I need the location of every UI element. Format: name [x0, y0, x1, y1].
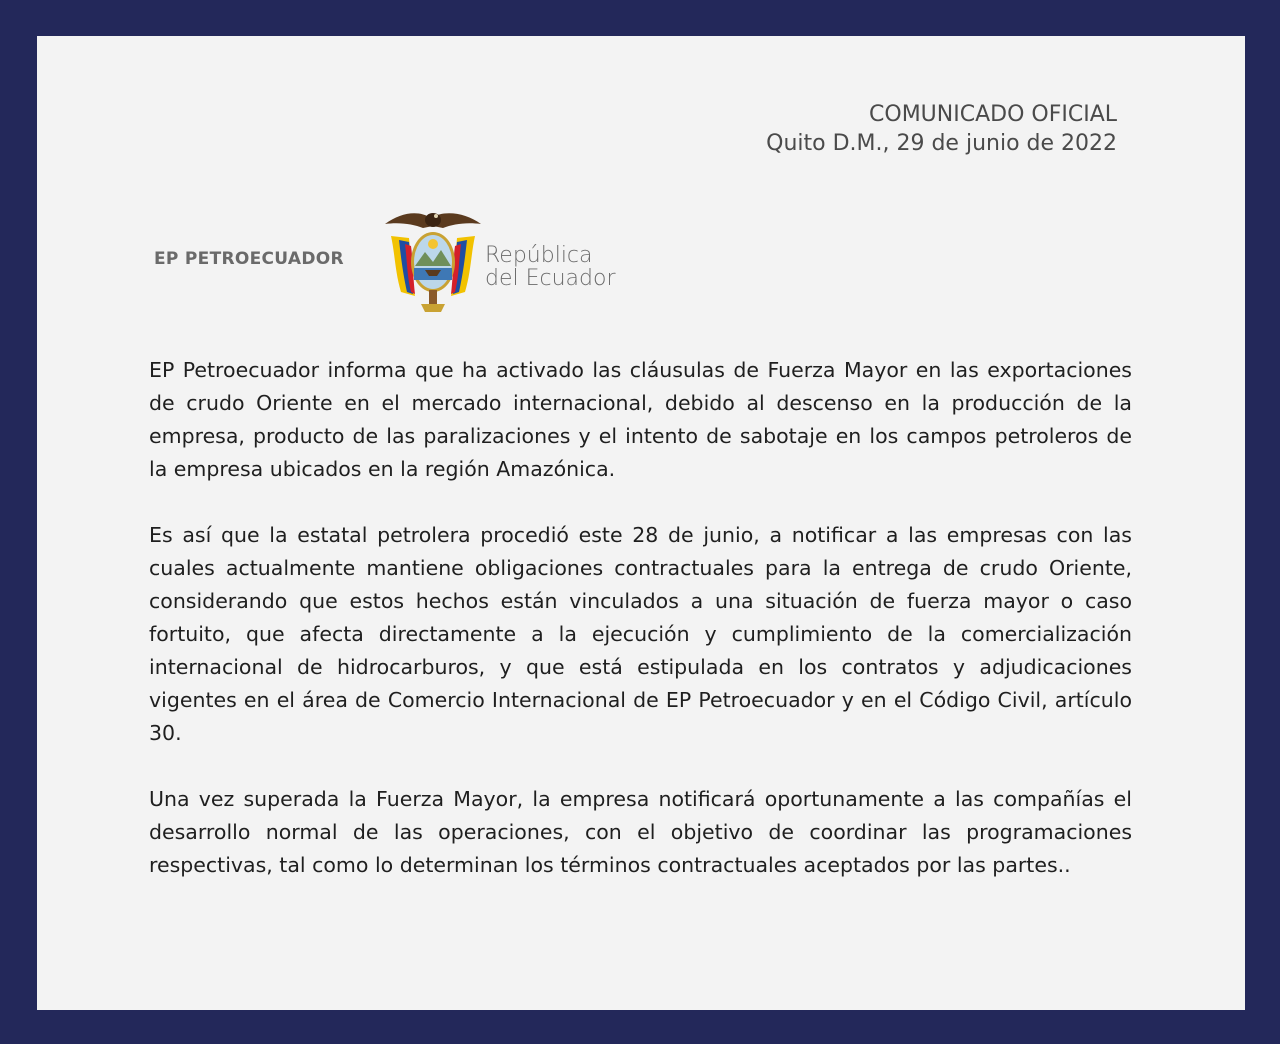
government-name-line1: República [485, 243, 593, 268]
paragraph-3: Una vez superada la Fuerza Mayor, la empresa notificará oportunamente a las compañías el desarrollo normal de las operaciones, con el objetivo de coordinar las programaciones respectivas, tal como lo determinan los términos contractuales aceptados por las partes.. [149, 787, 1132, 877]
document-header [766, 100, 1117, 158]
document-place-date: Quito D.M., 29 de junio de 2022 [766, 131, 1117, 156]
document-title: COMUNICADO OFICIAL [869, 102, 1117, 127]
document-body [149, 354, 1132, 915]
government-name-line2: del Ecuador [485, 266, 616, 291]
organization-name: EP PETROECUADOR [154, 249, 344, 269]
paragraph-1: EP Petroecuador informa que ha activado las cláusulas de Fuerza Mayor en las exportaciones de crudo Oriente en el mercado internacional, debido al descenso en la producción de la empresa, producto de las paralizaciones y el intento de sabotaje en los campos petroleros de la empresa ubicados en la región Amazónica. [149, 358, 1132, 481]
document-sheet [37, 36, 1245, 1010]
paragraph-2: Es así que la estatal petrolera procedió este 28 de junio, a notificar a las empresas con las cuales actualmente mantiene obligaciones contractuales para la entrega de crudo Oriente, considerando que estos hechos están vinculados a una situación de fuerza mayor o caso fortuito, que afecta directamente a la ejecución y cumplimiento de la comercialización internacional de hidrocarburos, y que está estipulada en los contratos y adjudicaciones vigentes en el área de Comercio Internacional de EP Petroecuador y en el Código Civil, artículo 30. [149, 523, 1132, 745]
government-name [485, 244, 616, 290]
coat-of-arms-icon [381, 204, 485, 316]
